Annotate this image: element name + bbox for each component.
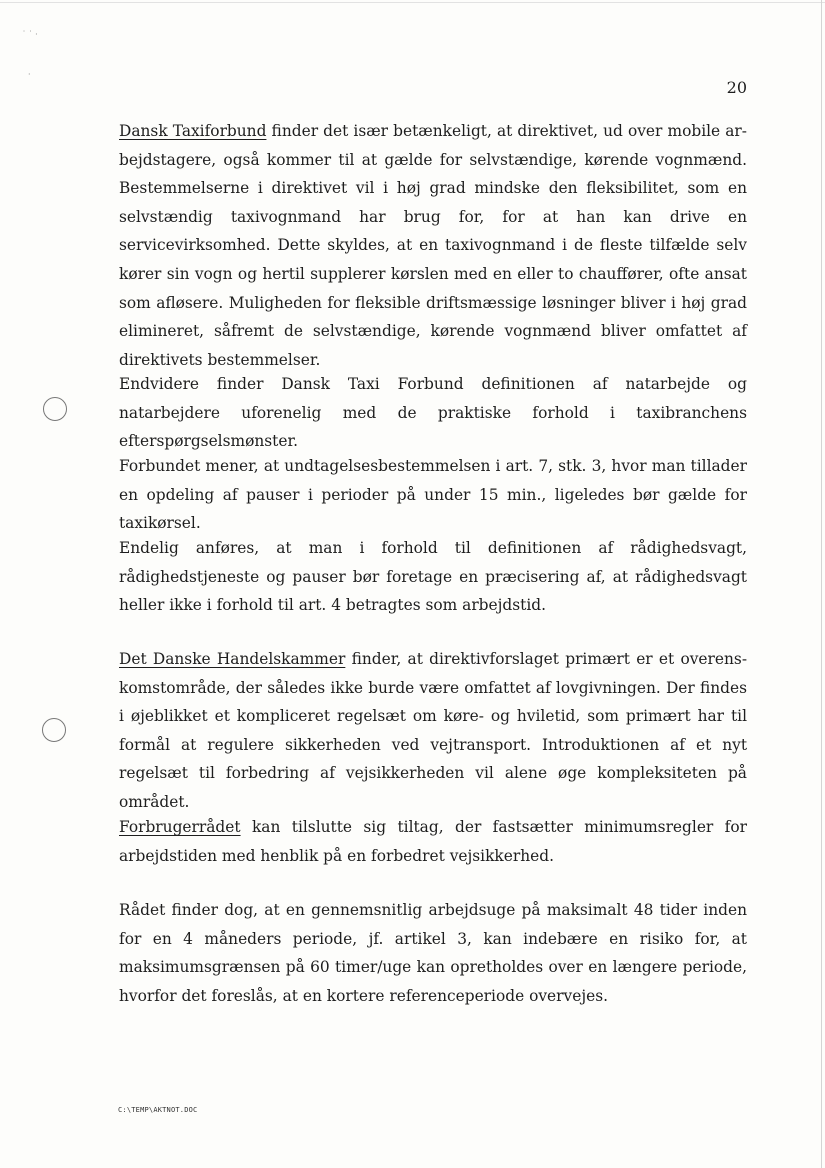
organization-name: Det Danske Handelskammer bbox=[119, 650, 346, 668]
paragraph-text: finder det især betænkeligt, at direktivet, ud over mobile arbejdstagere, også kommer til at gælde for selvstændige, kørende vognmænd. Bestemmelserne i direktivet vil i høj grad mindske den fleksibilitet, som en selvstændig taxivognmand har brug for, for at han kan drive en servicevirksomhed. Dette skyldes, at en taxivognmand i de fleste tilfælde selv kører sin vogn og hertil supplerer kørslen med en eller to chauffører, ofte ansat som afløsere. Muligheden for fleksible driftsmæssige løsninger bliver i høj grad elimineret, såfremt de selvstændige, kørende vognmænd bliver omfattet af direktivets bestemmelser. bbox=[119, 122, 747, 369]
paragraph bbox=[119, 813, 747, 870]
punch-hole-icon bbox=[42, 718, 66, 742]
paragraph bbox=[119, 534, 747, 620]
scan-edge-right bbox=[821, 0, 822, 1168]
paragraph-text: Endelig anføres, at man i forhold til definitionen af rådighedsvagt, rådighedstjeneste og pauser bør foretage en præcisering af, at rådighedsvagt heller ikke i forhold til art. 4 betragtes som arbejdstid. bbox=[119, 539, 747, 615]
organization-name: Dansk Taxiforbund bbox=[119, 122, 267, 140]
paragraph bbox=[119, 117, 747, 374]
paragraph-text: finder, at direktivforslaget primært er et overenskomstområde, der således ikke burde være omfattet af lovgivningen. Der findes i øjeblikket et kompliceret regelsæt om køre- og hviletid, som primært har til formål at regulere sikkerheden ved vejtransport. Introduktionen af et nyt regelsæt til forbedring af vejsikkerheden vil alene øge kompleksiteten på området. bbox=[119, 650, 748, 811]
paragraph-text: Forbundet mener, at undtagelsesbestemmelsen i art. 7, stk. 3, hvor man tillader en opdeling af pauser i perioder på under 15 min., ligeledes bør gælde for taxikørsel. bbox=[119, 457, 747, 533]
paragraph-text: Rådet finder dog, at en gennemsnitlig arbejdsuge på maksimalt 48 tider inden for en 4 måneders periode, jf. artikel 3, kan indebære en risiko for, at maksimumsgrænsen på 60 timer/uge kan opretholdes over en længere periode, hvorfor det foreslås, at en kortere referenceperiode overvejes. bbox=[119, 901, 747, 1005]
page-number: 20 bbox=[726, 78, 747, 97]
scan-edge-top bbox=[0, 2, 825, 3]
scan-speck: · bbox=[28, 70, 31, 79]
paragraph bbox=[119, 896, 747, 1010]
paragraph bbox=[119, 452, 747, 538]
paragraph-text: Endvidere finder Dansk Taxi Forbund definitionen af natarbejde og natarbejdere uforenelig med de praktiske forhold i taxibranchens efterspørgselsmønster. bbox=[119, 375, 747, 451]
organization-name: Forbrugerrådet bbox=[119, 818, 241, 836]
punch-hole-icon bbox=[43, 397, 67, 421]
paragraph bbox=[119, 370, 747, 456]
file-path-footer: C:\TEMP\AKTNOT.DOC bbox=[118, 1106, 198, 1114]
scan-speck: ˙ ˙ · bbox=[22, 30, 38, 39]
paragraph bbox=[119, 645, 747, 817]
paragraph-text: kan tilslutte sig tiltag, der fastsætter minimumsregler for arbejdstiden med henblik på en forbedret vejsikkerhed. bbox=[119, 818, 747, 865]
